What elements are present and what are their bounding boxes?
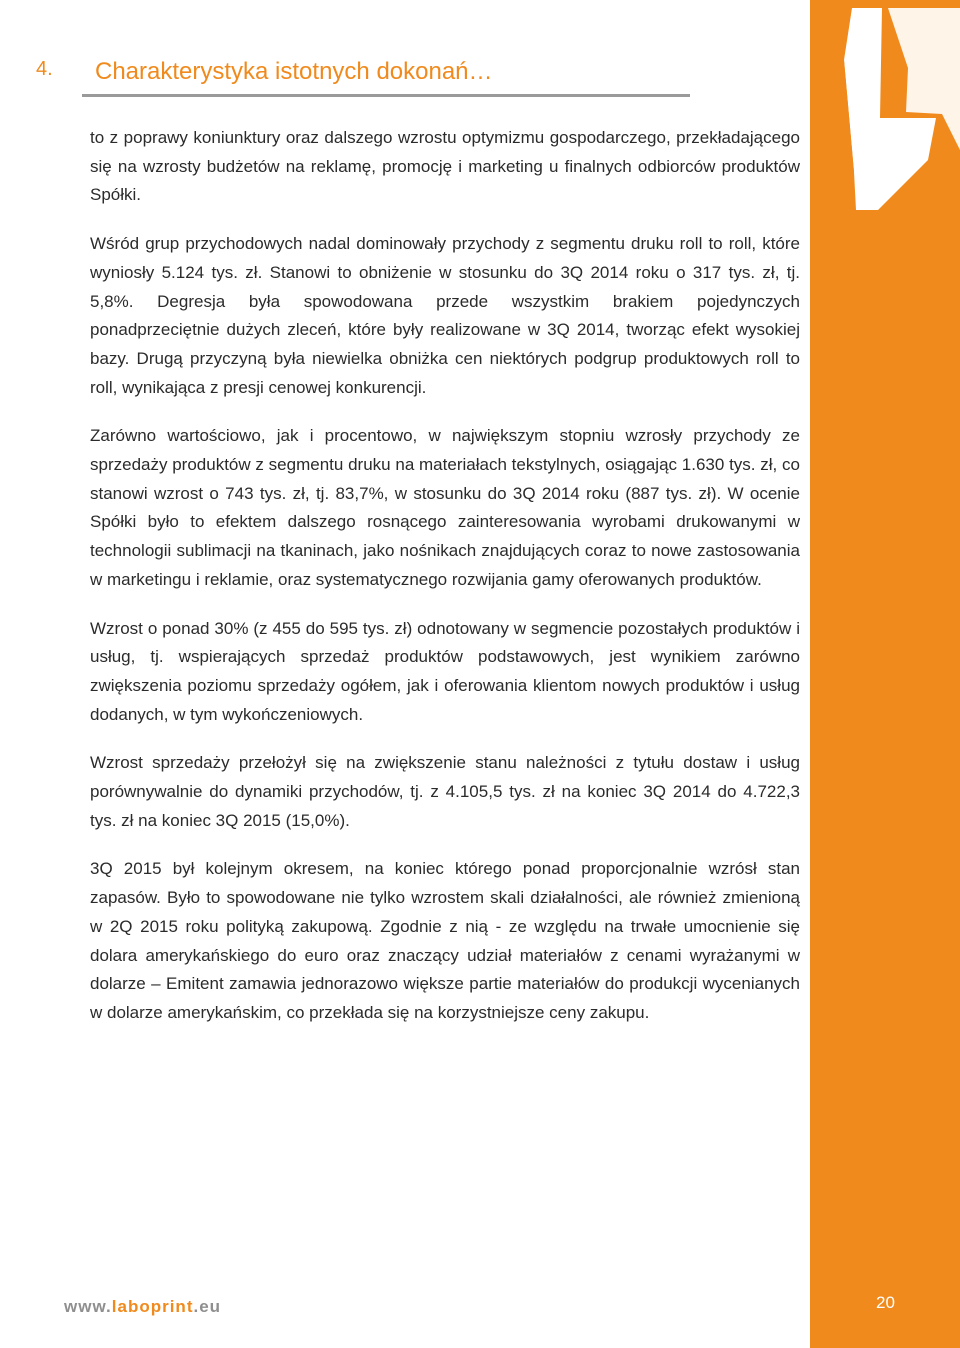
header-divider [82, 94, 690, 97]
footer-website-link[interactable] [64, 1297, 221, 1317]
paragraph: Wśród grup przychodowych nadal dominowały przychody z segmentu druku roll to roll, które wyniosły 5.124 tys. zł. Stanowi to obniżenie w stosunku do 3Q 2014 roku o 317 tys. zł, tj. 5,8%. Degresja była spowodowana przede wszystkim brakiem pojedynczych ponadprzeciętnie dużych zleceń, które były realizowane w 3Q 2014, tworząc efekt wysokiej bazy. Drugą przyczyną była niewielka obniżka cen niektórych podgrup produktowych roll to roll, wynikająca z presji cenowej konkurencji. [90, 234, 800, 397]
url-suffix: .eu [193, 1297, 222, 1316]
paragraph: Wzrost o ponad 30% (z 455 do 595 tys. zł) odnotowany w segmencie pozostałych produktów i usług, tj. wspierających sprzedaż produktów podstawowych, jest wynikiem zarówno zwiększenia poziomu sprzedaży ogółem, jak i oferowania klientom nowych produktów i usług dodanych, w tym wykończeniowych. [90, 618, 800, 724]
laboprint-logo-icon [810, 0, 960, 250]
section-header [36, 52, 656, 96]
paragraph: Zarówno wartościowo, jak i procentowo, w największym stopniu wzrosły przychody ze sprzedaży produktów z segmentu druku na materiałach tekstylnych, osiągając 1.630 tys. zł, co stanowi wzrost o 743 tys. zł, tj. 83,7%, w stosunku do 3Q 2014 roku (887 tys. zł). W ocenie Spółki było to efektem dalszego rosnącego zainteresowania wyrobami drukowanymi w technologii sublimacji na tkaninach, jako nośnikach znajdujących coraz to nowe zastosowania w marketingu i reklamie, oraz systematycznego rozwijania gamy oferowanych produktów. [90, 426, 800, 589]
body-text [90, 124, 800, 1048]
paragraph: 3Q 2015 był kolejnym okresem, na koniec którego ponad proporcjonalnie wzrósł stan zapasów. Było to spowodowane nie tylko wzrostem skali działalności, ale również zmienioną w 2Q 2015 roku polityką zakupową. Zgodnie z nią - ze względu na trwałe umocnienie się dolara amerykańskiego do euro oraz znaczący udział materiałów z cenami wyrażanymi w dolarze – Emitent zamawia jednorazowo większe partie materiałów do produkcji wycenianych w dolarze amerykańskim, co przekłada się na korzystniejsze ceny zakupu. [90, 859, 800, 1022]
paragraph: to z poprawy koniunktury oraz dalszego wzrostu optymizmu gospodarczego, przekładającego się na wzrosty budżetów na reklamę, promocję i marketing u finalnych odbiorców produktów Spółki. [90, 128, 800, 205]
page-number: 20 [876, 1293, 895, 1312]
section-title: Charakterystyka istotnych dokonań… [95, 58, 493, 85]
url-brand: laboprint [111, 1297, 194, 1316]
paragraph: Wzrost sprzedaży przełożył się na zwiększenie stanu należności z tytułu dostaw i usług porównywalnie do dynamiki przychodów, tj. z 4.105,5 tys. zł na koniec 3Q 2014 do 4.722,3 tys. zł na koniec 3Q 2015 (15,0%). [90, 753, 800, 830]
url-prefix: www. [64, 1297, 112, 1316]
section-number: 4. [36, 58, 53, 80]
